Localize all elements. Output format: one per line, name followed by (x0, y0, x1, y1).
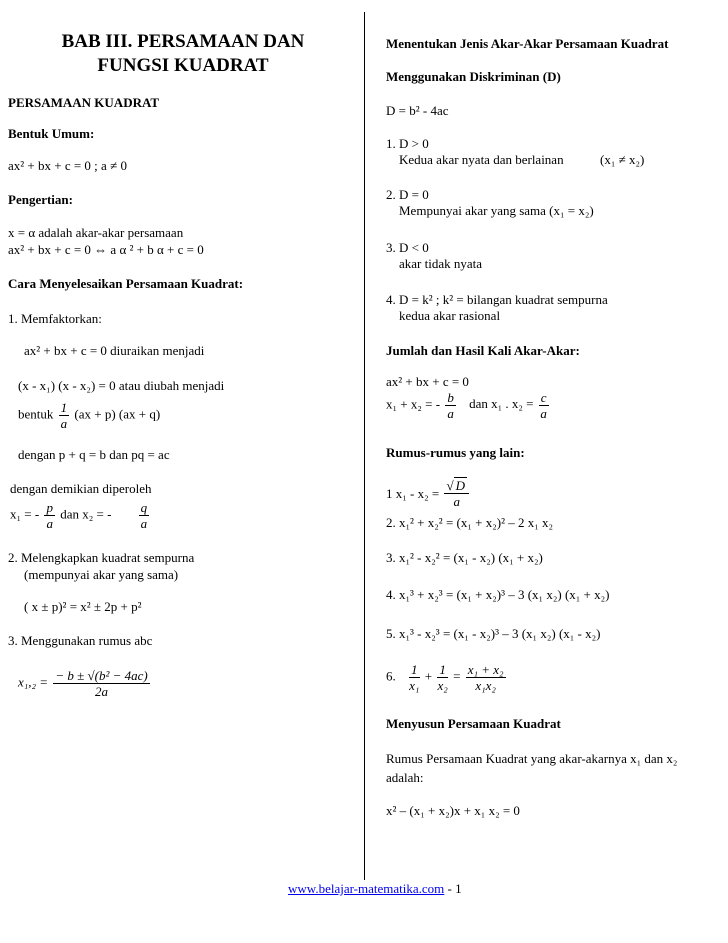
rumus-2: 2. x₁² + x₂² = (x₁ + x₂)² – 2 x₁ x₂ (386, 515, 554, 530)
footer-link[interactable]: www.belajar-matematika.com (288, 881, 445, 896)
menyusun-line-1: Rumus Persamaan Kuadrat yang akar-akarnya x₁ dan x₂ (386, 751, 678, 766)
page-title (0, 30, 366, 78)
page-footer (288, 881, 462, 897)
method-2-label: 2. Melengkapkan kuadrat sempurna (8, 550, 195, 565)
diskriminan-equation: D = b² - 4ac (386, 103, 449, 118)
fraction-1-over-x2 (437, 662, 448, 693)
fraction-numerator: √ D (444, 478, 469, 494)
rumus-6-label: 6. (386, 668, 396, 684)
method-3-label: 3. Menggunakan rumus abc (8, 633, 153, 648)
x2-expr: dan x₂ = - (60, 506, 112, 522)
menyusun-heading: Menyusun Persamaan Kuadrat (386, 716, 561, 731)
fraction-p-over-a (44, 500, 55, 531)
title-line-2: FUNGSI KUADRAT (97, 55, 269, 76)
bentuk-factors: (ax + p) (ax + q) (74, 406, 161, 422)
method-1-line-2: (x - x₁) (x - x₂) = 0 atau diubah menjadi (18, 378, 225, 393)
fraction-c-over-a (539, 390, 549, 421)
fraction-numerator: 1 (439, 662, 446, 677)
abc-fraction (53, 668, 149, 699)
fraction-denominator: a (60, 416, 68, 431)
method-1-label: 1. Memfaktorkan: (8, 311, 102, 326)
d1-description: Kedua akar nyata dan berlainan (399, 152, 564, 167)
fraction-denominator: x₁ (409, 678, 420, 693)
d3-description: akar tidak nyata (399, 256, 483, 271)
jumlah-heading: Jumlah dan Hasil Kali Akar-Akar: (386, 343, 580, 358)
fraction-numerator: x₁ + x₂ (467, 662, 504, 677)
fraction-1-over-x1 (409, 662, 420, 693)
column-divider (364, 12, 365, 880)
rumus-5: 5. x₁³ - x₂³ = (x₁ - x₂)³ – 3 (x₁ x₂) (x₁ - x₂) (386, 626, 601, 641)
fraction-denominator: x₂ (437, 678, 448, 693)
fraction-numerator: c (540, 390, 547, 405)
bentuk-label: bentuk (18, 406, 54, 422)
fraction-sum-over-product (466, 662, 506, 693)
fraction-denominator: a (46, 516, 53, 531)
d3-condition: 3. D < 0 (386, 240, 429, 255)
product-expr: dan x₁ . x₂ = (469, 396, 534, 412)
cara-heading: Cara Menyelesaikan Persamaan Kuadrat: (8, 276, 244, 291)
d2-description: Mempunyai akar yang sama (x₁ = x₂) (399, 203, 594, 218)
method-1-line-5: dengan demikian diperoleh (10, 481, 152, 496)
d1-note: (x₁ ≠ x₂) (600, 152, 645, 167)
fraction-b-over-a (445, 390, 456, 421)
jumlah-equation: ax² + bx + c = 0 (386, 374, 469, 389)
method-1-bentuk (18, 400, 160, 431)
fraction-denominator: a (453, 494, 460, 509)
jenis-heading: Menentukan Jenis Akar-Akar Persamaan Kuadrat (386, 36, 669, 51)
method-2-equation: ( x ± p)² = x² ± 2p + p² (24, 599, 142, 614)
diskriminan-heading: Menggunakan Diskriminan (D) (386, 69, 561, 84)
roots-from-pq (10, 500, 151, 531)
fraction-numerator: q (140, 500, 148, 515)
fraction-q-over-a (139, 500, 150, 531)
pengertian-line-2: ax² + bx + c = 0 ⇔ a α ² + b α + c = 0 (8, 242, 204, 257)
fraction-numerator: − b ± √(b² − 4ac) (55, 668, 148, 683)
fraction-denominator: x₁x₂ (475, 678, 496, 693)
pengertian-heading: Pengertian: (8, 192, 73, 207)
fraction-numerator: 1 (60, 400, 68, 415)
method-1-line-4: dengan p + q = b dan pq = ac (18, 447, 170, 462)
d4-description: kedua akar rasional (399, 308, 501, 323)
rumus-1 (386, 478, 471, 509)
method-1-line-1: ax² + bx + c = 0 diuraikan menjadi (24, 343, 205, 358)
x12-label: x₁,₂ = (18, 674, 49, 690)
equals-sign: = (453, 668, 461, 684)
fraction-denominator: a (540, 406, 547, 421)
rumus-3: 3. x₁² - x₂² = (x₁ - x₂) (x₁ + x₂) (386, 550, 543, 565)
rumus-1-lhs: 1 x₁ - x₂ = (386, 486, 440, 501)
fraction-numerator: p (46, 500, 53, 515)
title-line-1: BAB III. PERSAMAAN DAN (61, 31, 305, 52)
method-2-sub: (mempunyai akar yang sama) (24, 567, 179, 582)
d4-condition: 4. D = k² ; k² = bilangan kuadrat sempurna (386, 292, 608, 307)
d2-condition: 2. D = 0 (386, 187, 429, 202)
sum-expr: x₁ + x₂ = - (386, 396, 441, 412)
plus-sign: + (424, 668, 433, 684)
section-heading: PERSAMAAN KUADRAT (8, 95, 160, 110)
rumus-4: 4. x₁³ + x₂³ = (x₁ + x₂)³ – 3 (x₁ x₂) (x₁ + x₂) (386, 587, 610, 602)
fraction-denominator: 2a (95, 684, 109, 699)
rumus-6 (386, 662, 508, 693)
sqrt-radicand: D (455, 478, 466, 493)
pengertian-line-1: x = α adalah akar-akar persamaan (8, 225, 184, 240)
menyusun-line-2: adalah: (386, 770, 424, 785)
sqrt-d-over-a (444, 478, 469, 509)
fraction-numerator: b (447, 390, 454, 405)
sum-product-formula (386, 390, 551, 421)
fraction-1-over-a (59, 400, 70, 431)
x1-expr: x₁ = - (10, 506, 40, 522)
abc-formula (18, 668, 152, 699)
bentuk-umum-equation: ax² + bx + c = 0 ; a ≠ 0 (8, 158, 127, 173)
menyusun-equation: x² – (x₁ + x₂)x + x₁ x₂ = 0 (386, 803, 520, 818)
d1-condition: 1. D > 0 (386, 136, 429, 151)
fraction-denominator: a (140, 516, 148, 531)
fraction-numerator: 1 (411, 662, 418, 677)
bentuk-umum-heading: Bentuk Umum: (8, 126, 95, 141)
fraction-denominator: a (447, 406, 454, 421)
rumus-heading: Rumus-rumus yang lain: (386, 445, 525, 460)
page-number: - 1 (444, 881, 462, 896)
